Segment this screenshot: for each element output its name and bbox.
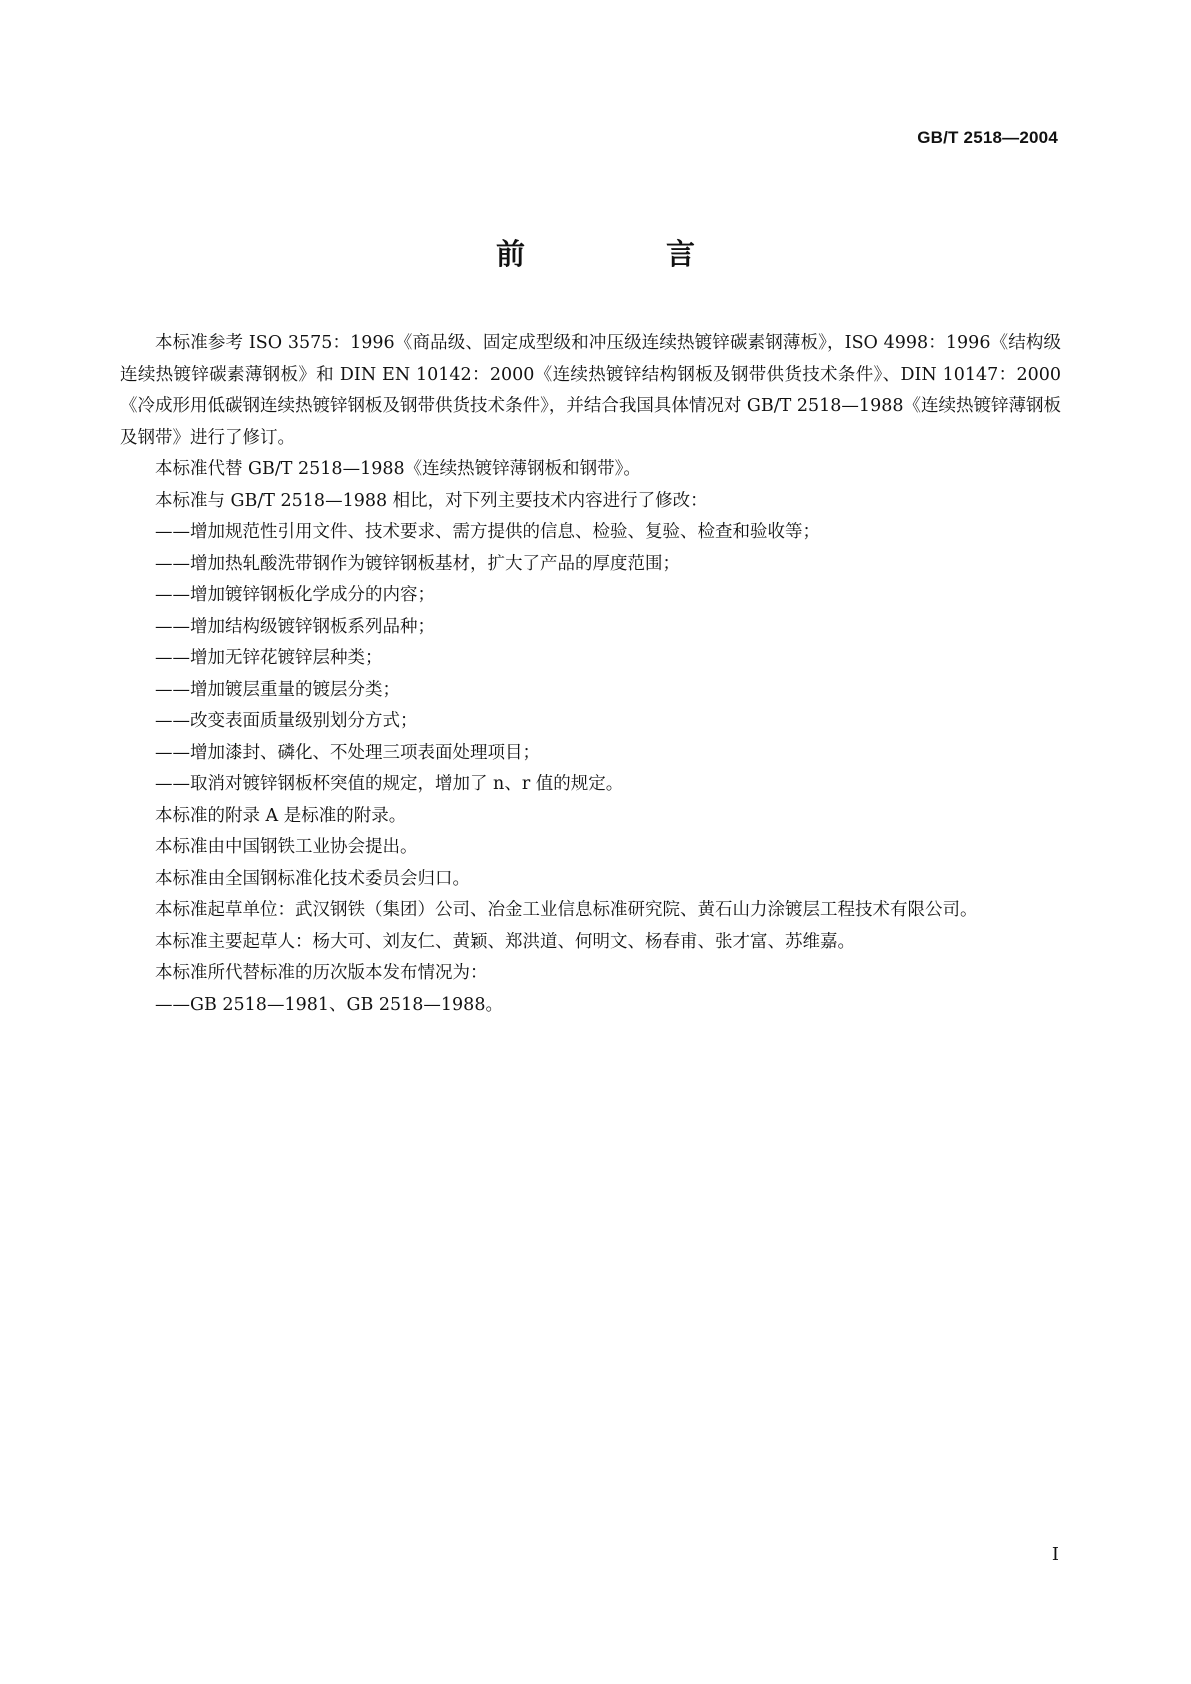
paragraph-appendix: 本标准的附录 A 是标准的附录。 xyxy=(155,805,407,826)
change-item: ——增加漆封、磷化、不处理三项表面处理项目； xyxy=(155,742,540,763)
page-number: I xyxy=(1051,1544,1059,1565)
paragraph-drafters: 本标准主要起草人：杨大可、刘友仁、黄颖、郑洪道、何明文、杨春甫、张才富、苏维嘉。 xyxy=(155,931,855,952)
change-item: ——增加结构级镀锌钢板系列品种； xyxy=(155,616,435,637)
paragraph-committee: 本标准由全国钢标准化技术委员会归口。 xyxy=(155,868,470,889)
change-item: ——取消对镀锌钢板杯突值的规定，增加了 n、r 值的规定。 xyxy=(155,774,624,794)
change-item: ——增加无锌花镀锌层种类； xyxy=(155,648,383,668)
paragraph-history-intro: 本标准所代替标准的历次版本发布情况为： xyxy=(155,963,488,983)
history-item: ——GB 2518—1981、GB 2518—1988。 xyxy=(155,994,503,1015)
document-body xyxy=(120,328,1061,1021)
change-item: ——增加镀层重量的镀层分类； xyxy=(155,679,400,700)
page-title: 前 言 xyxy=(495,237,751,271)
standard-number: GB/T 2518—2004 xyxy=(917,128,1058,147)
change-item: ——增加镀锌钢板化学成分的内容； xyxy=(155,585,435,605)
change-item: ——改变表面质量级别划分方式； xyxy=(155,711,418,731)
paragraph-drafting-units: 本标准起草单位：武汉钢铁（集团）公司、冶金工业信息标准研究院、黄石山力涂镀层工程技术有限公司。 xyxy=(155,900,978,920)
paragraph-proposer: 本标准由中国钢铁工业协会提出。 xyxy=(155,837,418,857)
paragraph-comparison: 本标准与 GB/T 2518—1988 相比，对下列主要技术内容进行了修改： xyxy=(155,490,708,511)
paragraph-reference: 本标准参考 ISO 3575：1996《商品级、固定成型级和冲压级连续热镀锌碳素钢薄板》，ISO 4998：1996《结构级连续热镀锌碳素薄钢板》和 DIN EN 10142：2000《连续热镀锌结构钢板及钢带供货技术条件》、DIN 10147：2000《冷成形用低碳钢连续热镀锌钢板及钢带供货技术条件》，并结合我国具体情况对 GB/T 2518—1988《连续热镀锌薄钢板及钢带》进行了修订。 xyxy=(120,333,1061,448)
change-item: ——增加热轧酸洗带钢作为镀锌钢板基材，扩大了产品的厚度范围； xyxy=(155,553,680,574)
change-item: ——增加规范性引用文件、技术要求、需方提供的信息、检验、复验、检查和验收等； xyxy=(155,522,820,542)
paragraph-replaces: 本标准代替 GB/T 2518—1988《连续热镀锌薄钢板和钢带》。 xyxy=(155,459,641,479)
